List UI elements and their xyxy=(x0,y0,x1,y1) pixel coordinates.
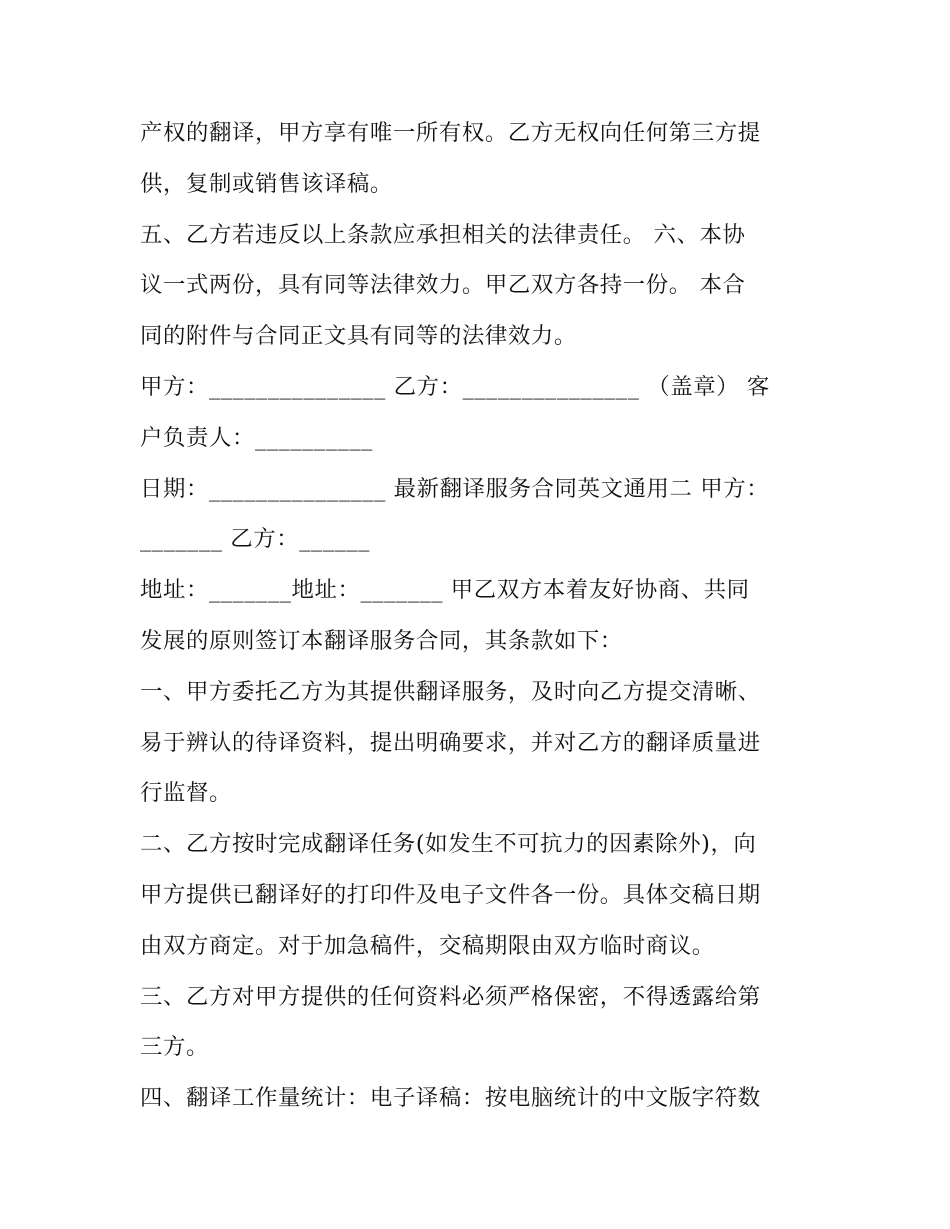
clause-line: 甲方提供已翻译好的打印件及电子文件各一份。具体交稿日期 xyxy=(140,881,761,908)
text-line: 发展的原则签订本翻译服务合同，其条款如下： xyxy=(140,627,623,654)
text-line: 供，复制或销售该译稿。 xyxy=(140,170,393,197)
date-line: 日期：_______________ 最新翻译服务合同英文通用二 甲方： xyxy=(140,475,770,502)
text-line: 五、乙方若违反以上条款应承担相关的法律责任。 六、本协 xyxy=(140,221,746,248)
signature-line: 户负责人：__________ xyxy=(140,424,373,451)
clause-line: 三、乙方对甲方提供的任何资料必须严格保密，不得透露给第 xyxy=(140,983,761,1010)
clause-line: 由双方商定。对于加急稿件，交稿期限由双方临时商议。 xyxy=(140,932,715,959)
clause-line: 一、甲方委托乙方为其提供翻译服务，及时向乙方提交清晰、 xyxy=(140,678,761,705)
text-line: 议一式两份，具有同等法律效力。甲乙双方各持一份。 本合 xyxy=(140,272,746,299)
text-line: 产权的翻译，甲方享有唯一所有权。乙方无权向任何第三方提 xyxy=(140,120,761,146)
address-line: 地址：_______地址：_______ 甲乙双方本着友好协商、共同 xyxy=(140,577,750,604)
text-line: 同的附件与合同正文具有同等的法律效力。 xyxy=(140,323,577,350)
clause-line: 二、乙方按时完成翻译任务(如发生不可抗力的因素除外)，向 xyxy=(140,831,757,858)
clause-line: 易于辨认的待译资料，提出明确要求，并对乙方的翻译质量进 xyxy=(140,729,761,756)
clause-line: 四、翻译工作量统计：电子译稿：按电脑统计的中文版字符数 xyxy=(140,1085,761,1112)
clause-line: 行监督。 xyxy=(140,780,232,807)
clause-line: 三方。 xyxy=(140,1034,209,1061)
document-body xyxy=(140,108,820,1124)
signature-line: 甲方：_______________ 乙方：_______________ （盖章） 客 xyxy=(140,373,770,400)
party-line: _______ 乙方：______ xyxy=(140,526,371,553)
